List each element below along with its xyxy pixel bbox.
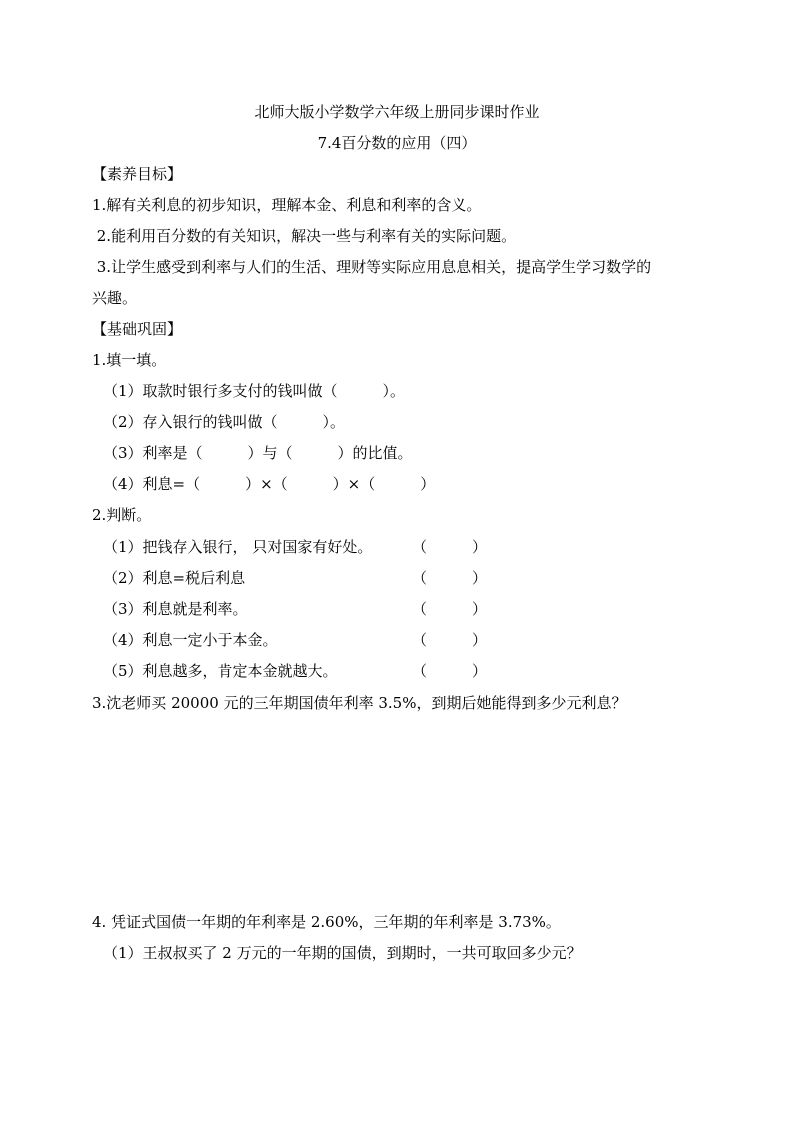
- goal-item-3-continued: 兴趣。: [92, 289, 138, 307]
- judge-item-4: （4）利息一定小于本金。: [103, 631, 278, 649]
- question-3: 3.沈老师买 20000 元的三年期国债年利率 3.5%，到期后她能得到多少元利息？: [92, 694, 627, 712]
- judge-item-1: （1）把钱存入银行， 只对国家有好处。: [103, 538, 373, 556]
- judge-item-3: （3）利息就是利率。: [103, 600, 248, 618]
- judge-item-5: （5）利息越多，肯定本金就越大。: [103, 662, 338, 680]
- question-2-title: 2.判断。: [92, 506, 152, 524]
- page-title: 北师大版小学数学六年级上册同步课时作业: [254, 103, 540, 121]
- goals-heading: 【素养目标】: [92, 165, 183, 183]
- question-1-title: 1.填一填。: [92, 351, 167, 369]
- judge-answer-5: （ ）: [412, 662, 488, 680]
- question-1-item-4: （4）利息=（ ）×（ ）×（ ）: [103, 475, 436, 493]
- question-4: 4. 凭证式国债一年期的年利率是 2.60%，三年期的年利率是 3.73%。: [92, 913, 561, 931]
- judge-answer-2: （ ）: [412, 569, 488, 587]
- judge-answer-4: （ ）: [412, 631, 488, 649]
- basic-heading: 【基础巩固】: [92, 320, 183, 338]
- goal-item-3: 3.让学生感受到利率与人们的生活、理财等实际应用息息相关，提高学生学习数学的: [92, 258, 652, 276]
- judge-answer-3: （ ）: [412, 600, 488, 618]
- question-1-item-1: （1）取款时银行多支付的钱叫做（ ）。: [103, 382, 406, 400]
- judge-answer-1: （ ）: [412, 538, 488, 556]
- question-1-item-3: （3）利率是（ ）与（ ）的比值。: [103, 444, 413, 462]
- goal-item-1: 1.解有关利息的初步知识，理解本金、利息和利率的含义。: [92, 196, 482, 214]
- goal-item-2: 2.能利用百分数的有关知识，解决一些与利率有关的实际问题。: [92, 227, 517, 245]
- question-1-item-2: （2）存入银行的钱叫做（ ）。: [103, 413, 346, 431]
- judge-item-2: （2）利息=税后利息: [103, 569, 246, 587]
- question-4-sub-1: （1）王叔叔买了 2 万元的一年期的国债，到期时，一共可取回多少元？: [103, 944, 582, 962]
- page-subtitle: 7.4百分数的应用（四）: [317, 134, 477, 152]
